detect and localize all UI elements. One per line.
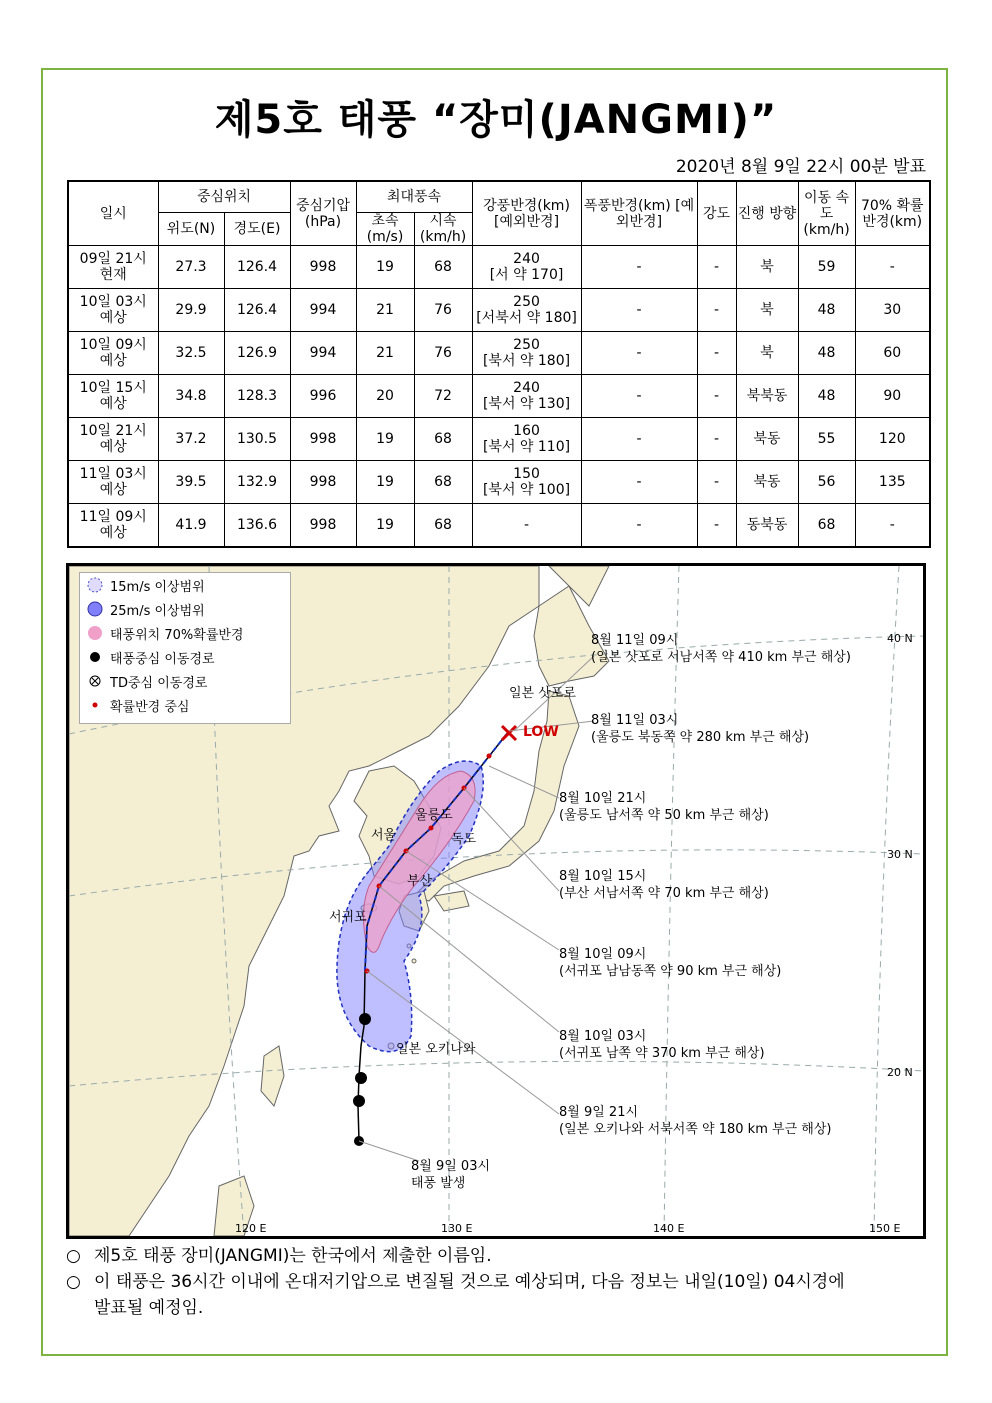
cell-gale-radius: 250 [북서 약 180] [472,332,581,375]
cell-prob70: - [855,246,930,289]
legend-label: TD중심 이동경로 [110,675,208,691]
cell-lat: 41.9 [158,504,224,548]
pink-circle-icon [86,624,110,642]
label-seoul: 서울 [371,828,397,843]
issue-time: 2020년 8월 9일 22시 00분 발표 [675,157,926,177]
cell-prob70: - [855,504,930,548]
dotted-circle-icon [86,576,110,594]
lat-label-20: 20 N [887,1066,913,1079]
page-title: 제5호 태풍 “장미(JANGMI)” [214,97,778,143]
header-lon: 경도(E) [224,213,290,246]
cell-pres: 994 [290,332,356,375]
header-lat: 위도(N) [158,213,224,246]
header-wind-kmh: 시속 (km/h) [414,213,472,246]
cell-datetime: 10일 21시 예상 [68,418,158,461]
cell-storm-radius: - [581,375,697,418]
cell-gale-radius: 240 [북서 약 130] [472,375,581,418]
cell-speed: 48 [798,332,855,375]
label-seogwipo: 서귀포 [329,910,367,925]
cell-pres: 998 [290,246,356,289]
cell-intensity: - [697,418,736,461]
cell-kmh: 68 [414,461,472,504]
legend-label: 태풍중심 이동경로 [110,651,215,667]
table-row [68,289,930,332]
annotation-7: 8월 9일 03시 태풍 발생 [411,1159,491,1191]
cell-pres: 998 [290,418,356,461]
cell-speed: 48 [798,375,855,418]
cell-lon: 126.4 [224,246,290,289]
cell-gale-radius: 240 [서 약 170] [472,246,581,289]
cell-speed: 68 [798,504,855,548]
cell-datetime: 11일 03시 예상 [68,461,158,504]
label-low: LOW [523,724,559,740]
cell-lon: 126.4 [224,289,290,332]
lon-label-140: 140 E [653,1222,685,1235]
cell-intensity: - [697,246,736,289]
cell-storm-radius: - [581,418,697,461]
lon-label-120: 120 E [235,1222,267,1235]
cell-datetime: 11일 09시 예상 [68,504,158,548]
forecast-table [67,180,931,548]
cell-ms: 21 [356,332,414,375]
cell-direction: 북북동 [736,375,798,418]
cell-ms: 19 [356,504,414,548]
cell-ms: 19 [356,246,414,289]
table-row [68,418,930,461]
cell-storm-radius: - [581,332,697,375]
legend-item [80,669,290,693]
table-row [68,332,930,375]
legend-item [80,573,290,597]
cell-intensity: - [697,375,736,418]
cell-speed: 55 [798,418,855,461]
header-datetime: 일시 [68,181,158,246]
cell-prob70: 120 [855,418,930,461]
note-2: ○ 이 태풍은 36시간 이내에 온대저기압으로 변질될 것으로 예상되며, 다음 정보는 내일(10일) 04시경에 [66,1272,845,1292]
cell-speed: 56 [798,461,855,504]
circle-x-icon [86,672,110,690]
header-wind-ms: 초속 (m/s) [356,213,414,246]
cell-pres: 998 [290,504,356,548]
label-busan: 부산 [407,874,433,889]
blue-circle-icon [86,600,110,618]
cell-lon: 136.6 [224,504,290,548]
lat-label-40: 40 N [887,632,913,645]
cell-gale-radius: 160 [북서 약 110] [472,418,581,461]
cell-datetime: 10일 03시 예상 [68,289,158,332]
label-dokdo: 독도 [451,832,477,847]
lon-label-150: 150 E [869,1222,901,1235]
table-row [68,375,930,418]
cell-prob70: 30 [855,289,930,332]
cell-pres: 996 [290,375,356,418]
cell-pres: 994 [290,289,356,332]
cell-kmh: 68 [414,246,472,289]
red-dot-icon [86,696,110,714]
annotation-6: 8월 9일 21시 (일본 오키나와 서북서쪽 약 180 km 부근 해상) [559,1105,832,1137]
cell-direction: 북동 [736,461,798,504]
legend-label: 확률반경 중심 [110,699,190,715]
cell-direction: 북 [736,246,798,289]
cell-kmh: 68 [414,504,472,548]
cell-datetime: 09일 21시 현재 [68,246,158,289]
cell-lat: 32.5 [158,332,224,375]
cell-direction: 북동 [736,418,798,461]
cell-intensity: - [697,289,736,332]
cell-lon: 132.9 [224,461,290,504]
header-pressure: 중심기압 (hPa) [290,181,356,246]
cell-lon: 126.9 [224,332,290,375]
cell-lat: 29.9 [158,289,224,332]
cell-prob70: 135 [855,461,930,504]
cell-kmh: 76 [414,332,472,375]
cell-prob70: 90 [855,375,930,418]
header-intensity: 강도 [697,181,736,246]
label-sapporo: 일본 삿포로 [509,686,576,701]
cell-lon: 130.5 [224,418,290,461]
cell-storm-radius: - [581,289,697,332]
cell-ms: 21 [356,289,414,332]
header-maxwind: 최대풍속 [356,181,472,213]
legend-item [80,621,290,645]
note-2-continued: 발표될 예정임. [94,1298,204,1318]
cell-lon: 128.3 [224,375,290,418]
cell-direction: 동북동 [736,504,798,548]
cell-direction: 북 [736,289,798,332]
cell-storm-radius: - [581,246,697,289]
cell-prob70: 60 [855,332,930,375]
cell-datetime: 10일 15시 예상 [68,375,158,418]
annotation-4: 8월 10일 09시 (서귀포 남남동쪽 약 90 km 부근 해상) [559,947,782,979]
cell-gale-radius: 150 [북서 약 100] [472,461,581,504]
table-row [68,461,930,504]
label-okinawa: 일본 오키나와 [396,1042,476,1057]
cell-datetime: 10일 09시 예상 [68,332,158,375]
annotation-5: 8월 10일 03시 (서귀포 남쪽 약 370 km 부근 해상) [559,1029,765,1061]
cell-storm-radius: - [581,504,697,548]
legend-item [80,597,290,621]
header-speed: 이동 속도 (km/h) [798,181,855,246]
lon-label-130: 130 E [441,1222,473,1235]
cell-direction: 북 [736,332,798,375]
header-prob70: 70% 확률 반경(km) [855,181,930,246]
legend-item [80,693,290,717]
header-direction: 진행 방향 [736,181,798,246]
header-storm-radius: 폭풍반경(km) [예외반경] [581,181,697,246]
cell-gale-radius: 250 [서북서 약 180] [472,289,581,332]
track-map [66,563,926,1239]
cell-gale-radius: - [472,504,581,548]
cell-pres: 998 [290,461,356,504]
cell-intensity: - [697,461,736,504]
header-center: 중심위치 [158,181,290,213]
legend-label: 15m/s 이상범위 [110,579,205,595]
note-1: ○ 제5호 태풍 장미(JANGMI)는 한국에서 제출한 이름임. [66,1246,492,1266]
legend-label: 25m/s 이상범위 [110,603,205,619]
cell-intensity: - [697,504,736,548]
cell-lat: 37.2 [158,418,224,461]
annotation-2: 8월 10일 21시 (울릉도 남서쪽 약 50 km 부근 해상) [559,791,769,823]
label-ulleung: 울릉도 [415,808,453,823]
cell-kmh: 76 [414,289,472,332]
legend-label: 태풍위치 70%확률반경 [110,627,244,643]
cell-ms: 20 [356,375,414,418]
map-legend [79,572,291,724]
cell-speed: 48 [798,289,855,332]
table-row [68,504,930,548]
cell-lat: 27.3 [158,246,224,289]
cell-storm-radius: - [581,461,697,504]
annotation-1: 8월 11일 03시 (울릉도 북동쪽 약 280 km 부근 해상) [591,713,810,745]
annotation-0: 8월 11일 09시 (일본 삿포로 서남서쪽 약 410 km 부근 해상) [591,633,851,665]
cell-ms: 19 [356,418,414,461]
legend-item [80,645,290,669]
annotation-3: 8월 10일 15시 (부산 서남서쪽 약 70 km 부근 해상) [559,869,769,901]
cell-kmh: 72 [414,375,472,418]
cell-ms: 19 [356,461,414,504]
table-row [68,246,930,289]
typhoon-symbol-icon [86,648,110,666]
cell-speed: 59 [798,246,855,289]
lat-label-30: 30 N [887,848,913,861]
cell-intensity: - [697,332,736,375]
cell-lat: 34.8 [158,375,224,418]
cell-lat: 39.5 [158,461,224,504]
cell-kmh: 68 [414,418,472,461]
header-gale-radius: 강풍반경(km) [예외반경] [472,181,581,246]
